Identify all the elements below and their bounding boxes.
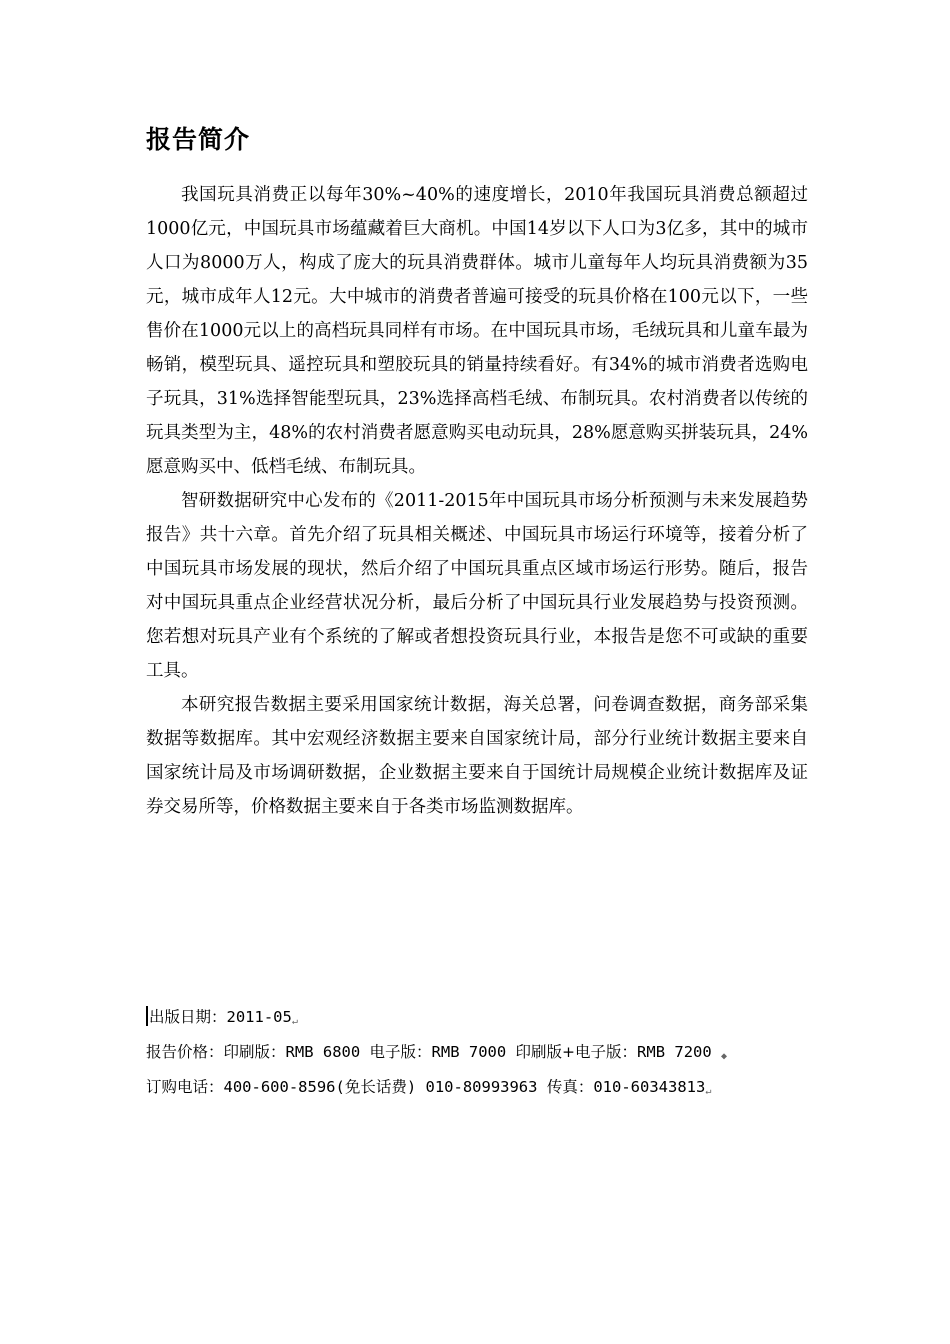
price-line	[146, 1037, 866, 1072]
paragraph-report-summary: 智研数据研究中心发布的《2011-2015年中国玩具市场分析预测与未来发展趋势报告》共十六章。首先介绍了玩具相关概述、中国玩具市场运行环境等，接着分析了中国玩具市场发展的现状，然后介绍了中国玩具重点区域市场运行形势。随后，报告对中国玩具重点企业经营状况分析，最后分析了中国玩具行业发展趋势与投资预测。您若想对玩具产业有个系统的了解或者想投资玩具行业，本报告是您不可或缺的重要工具。	[146, 491, 808, 681]
report-body	[146, 178, 808, 824]
paragraph-data-sources: 本研究报告数据主要采用国家统计数据，海关总署，问卷调查数据，商务部采集数据等数据库。其中宏观经济数据主要来自国家统计局，部分行业统计数据主要来自国家统计局及市场调研数据，企业数据主要来自于国统计局规模企业统计数据库及证券交易所等，价格数据主要来自于各类市场监测数据库。	[146, 695, 808, 817]
price-electronic-value: RMB 7000	[431, 1043, 507, 1061]
price-print-label: 印刷版：	[223, 1043, 286, 1061]
paragraph-mark-icon: ↵	[291, 1016, 298, 1027]
phone-value: 400-600-8596(免长话费) 010-80993963	[223, 1078, 538, 1096]
paragraph-market-overview: 我国玩具消费正以每年30%~40%的速度增长，2010年我国玩具消费总额超过1000亿元，中国玩具市场蕴藏着巨大商机。中国14岁以下人口为3亿多，其中的城市人口为8000万人，构成了庞大的玩具消费群体。城市儿童每年人均玩具消费额为35元，城市成年人12元。大中城市的消费者普遍可接受的玩具价格在100元以下，一些售价在1000元以上的高档玩具同样有市场。在中国玩具市场，毛绒玩具和儿童车最为畅销，模型玩具、遥控玩具和塑胶玩具的销量持续看好。有34%的城市消费者选购电子玩具，31%选择智能型玩具，23%选择高档毛绒、布制玩具。农村消费者以传统的玩具类型为主，48%的农村消费者愿意购买电动玩具，28%愿意购买拼装玩具，24%愿意购买中、低档毛绒、布制玩具。	[146, 185, 808, 477]
report-title: 报告简介	[146, 125, 251, 154]
report-info	[146, 1002, 866, 1107]
price-both-label: 印刷版+电子版：	[515, 1043, 638, 1061]
publish-date-line	[146, 1002, 866, 1037]
publish-date-label: 出版日期：	[149, 1008, 227, 1026]
price-label: 报告价格：	[146, 1043, 224, 1061]
fax-value: 010-60343813	[593, 1078, 706, 1096]
text-cursor	[146, 1006, 148, 1026]
price-electronic-label: 电子版：	[369, 1043, 432, 1061]
paragraph-mark-icon-2: ↵	[705, 1086, 712, 1097]
price-both-value: RMB 7200	[637, 1043, 712, 1061]
phone-line	[146, 1072, 866, 1107]
phone-label: 订购电话：	[146, 1078, 224, 1096]
price-print-value: RMB 6800	[285, 1043, 361, 1061]
publish-date-value: 2011-05	[226, 1008, 292, 1026]
fax-label: 传真：	[546, 1078, 594, 1096]
bullet-mark-icon: ◆	[721, 1051, 728, 1062]
